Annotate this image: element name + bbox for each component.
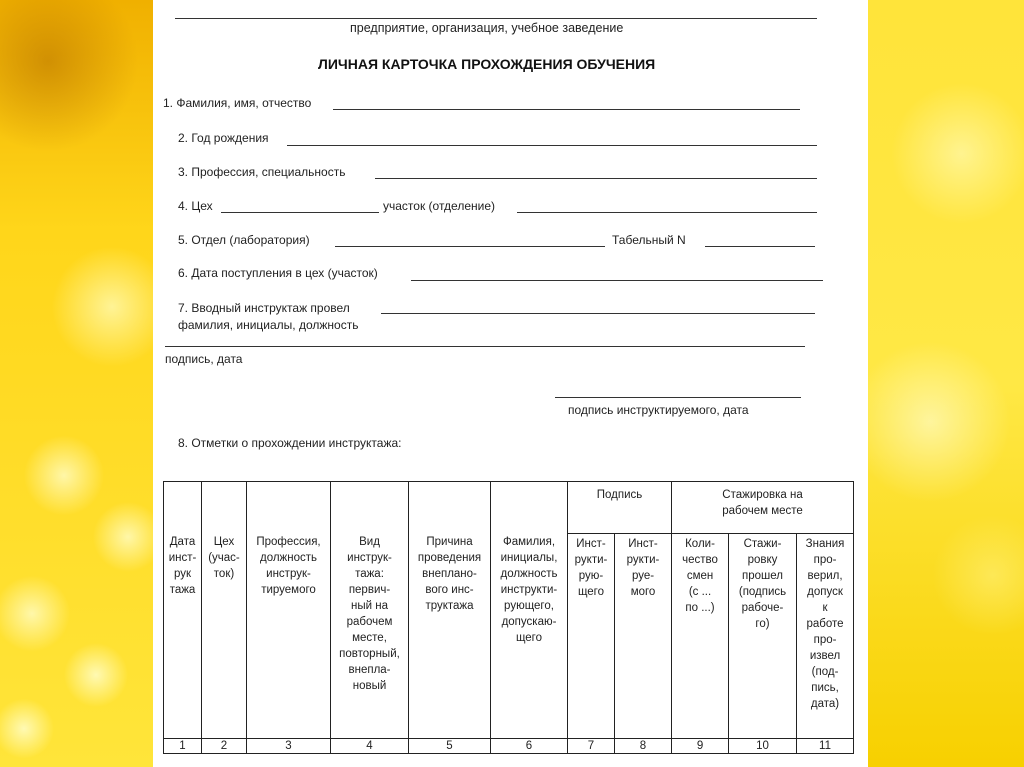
instruction-table	[163, 481, 854, 754]
field-5-line-b	[705, 246, 815, 247]
header-cell: Фамилия, инициалы, должность инструкти- рующего, допускаю- щего	[491, 482, 568, 739]
column-number: 10	[729, 739, 797, 754]
column-number: 7	[568, 739, 615, 754]
document-sheet	[153, 0, 868, 767]
header-cell: Инст- рукти- руе- мого	[615, 534, 672, 739]
header-cell: Цех (учас- ток)	[202, 482, 247, 739]
field-8-label: 8. Отметки о прохождении инструктажа:	[178, 436, 402, 450]
column-number: 8	[615, 739, 672, 754]
field-2-line	[287, 145, 817, 146]
table-group-row	[164, 482, 854, 534]
header-cell: Знания про- верил, допуск к работе про- извел (под- пись, дата)	[797, 534, 854, 739]
column-number: 3	[247, 739, 331, 754]
field-5-line-a	[335, 246, 605, 247]
column-number: 9	[672, 739, 729, 754]
field-2-label: 2. Год рождения	[178, 131, 269, 145]
field-4-line-b	[517, 212, 817, 213]
table-number-row	[164, 739, 854, 754]
header-cell: Дата инст- рук тажа	[164, 482, 202, 739]
sign-date-label: подпись, дата	[165, 352, 243, 366]
group-header-internship: Стажировка на рабочем месте	[672, 482, 854, 534]
form-title: ЛИЧНАЯ КАРТОЧКА ПРОХОЖДЕНИЯ ОБУЧЕНИЯ	[318, 56, 656, 72]
field-4-label-b: участок (отделение)	[383, 199, 496, 213]
instructed-sign-line	[555, 397, 801, 398]
background-left	[0, 0, 160, 767]
header-cell: Причина проведения внеплано- вого инс- труктажа	[409, 482, 491, 739]
field-4-label: 4. Цех	[178, 199, 213, 213]
field-1-label: 1. Фамилия, имя, отчество	[163, 96, 312, 110]
field-4-line-a	[221, 212, 379, 213]
org-line	[175, 18, 817, 19]
field-6-line	[411, 280, 823, 281]
sign-instructed-label: подпись инструктируемого, дата	[568, 403, 749, 417]
field-3-label: 3. Профессия, специальность	[178, 165, 346, 179]
header-cell: Стажи- ровку прошел (подпись рабоче- го)	[729, 534, 797, 739]
field-7-label: 7. Вводный инструктаж провел	[178, 301, 350, 315]
header-cell: Вид инструк- тажа: первич- ный на рабочем месте, повторный, внеплa- новый	[331, 482, 409, 739]
org-caption: предприятие, организация, учебное заведение	[350, 21, 624, 35]
header-cell: Коли- чество смен (с ... по ...)	[672, 534, 729, 739]
group-header-signature: Подпись	[568, 482, 672, 534]
field-7-line	[381, 313, 815, 314]
field-1-line	[333, 109, 800, 110]
column-number: 2	[202, 739, 247, 754]
field-6-label: 6. Дата поступления в цех (участок)	[178, 266, 378, 280]
field-5-label: 5. Отдел (лаборатория)	[178, 233, 310, 247]
column-number: 4	[331, 739, 409, 754]
column-number: 1	[164, 739, 202, 754]
field-3-line	[375, 178, 817, 179]
field-7-sublabel: фамилия, инициалы, должность	[178, 318, 359, 332]
column-number: 6	[491, 739, 568, 754]
background-right	[868, 0, 1024, 767]
header-cell: Профессия, должность инструк- тируемого	[247, 482, 331, 739]
header-cell: Инст- рукти- рую- щего	[568, 534, 615, 739]
field-7-line-2	[165, 346, 805, 347]
column-number: 5	[409, 739, 491, 754]
field-5-label-b: Табельный N	[612, 233, 686, 247]
column-number: 11	[797, 739, 854, 754]
